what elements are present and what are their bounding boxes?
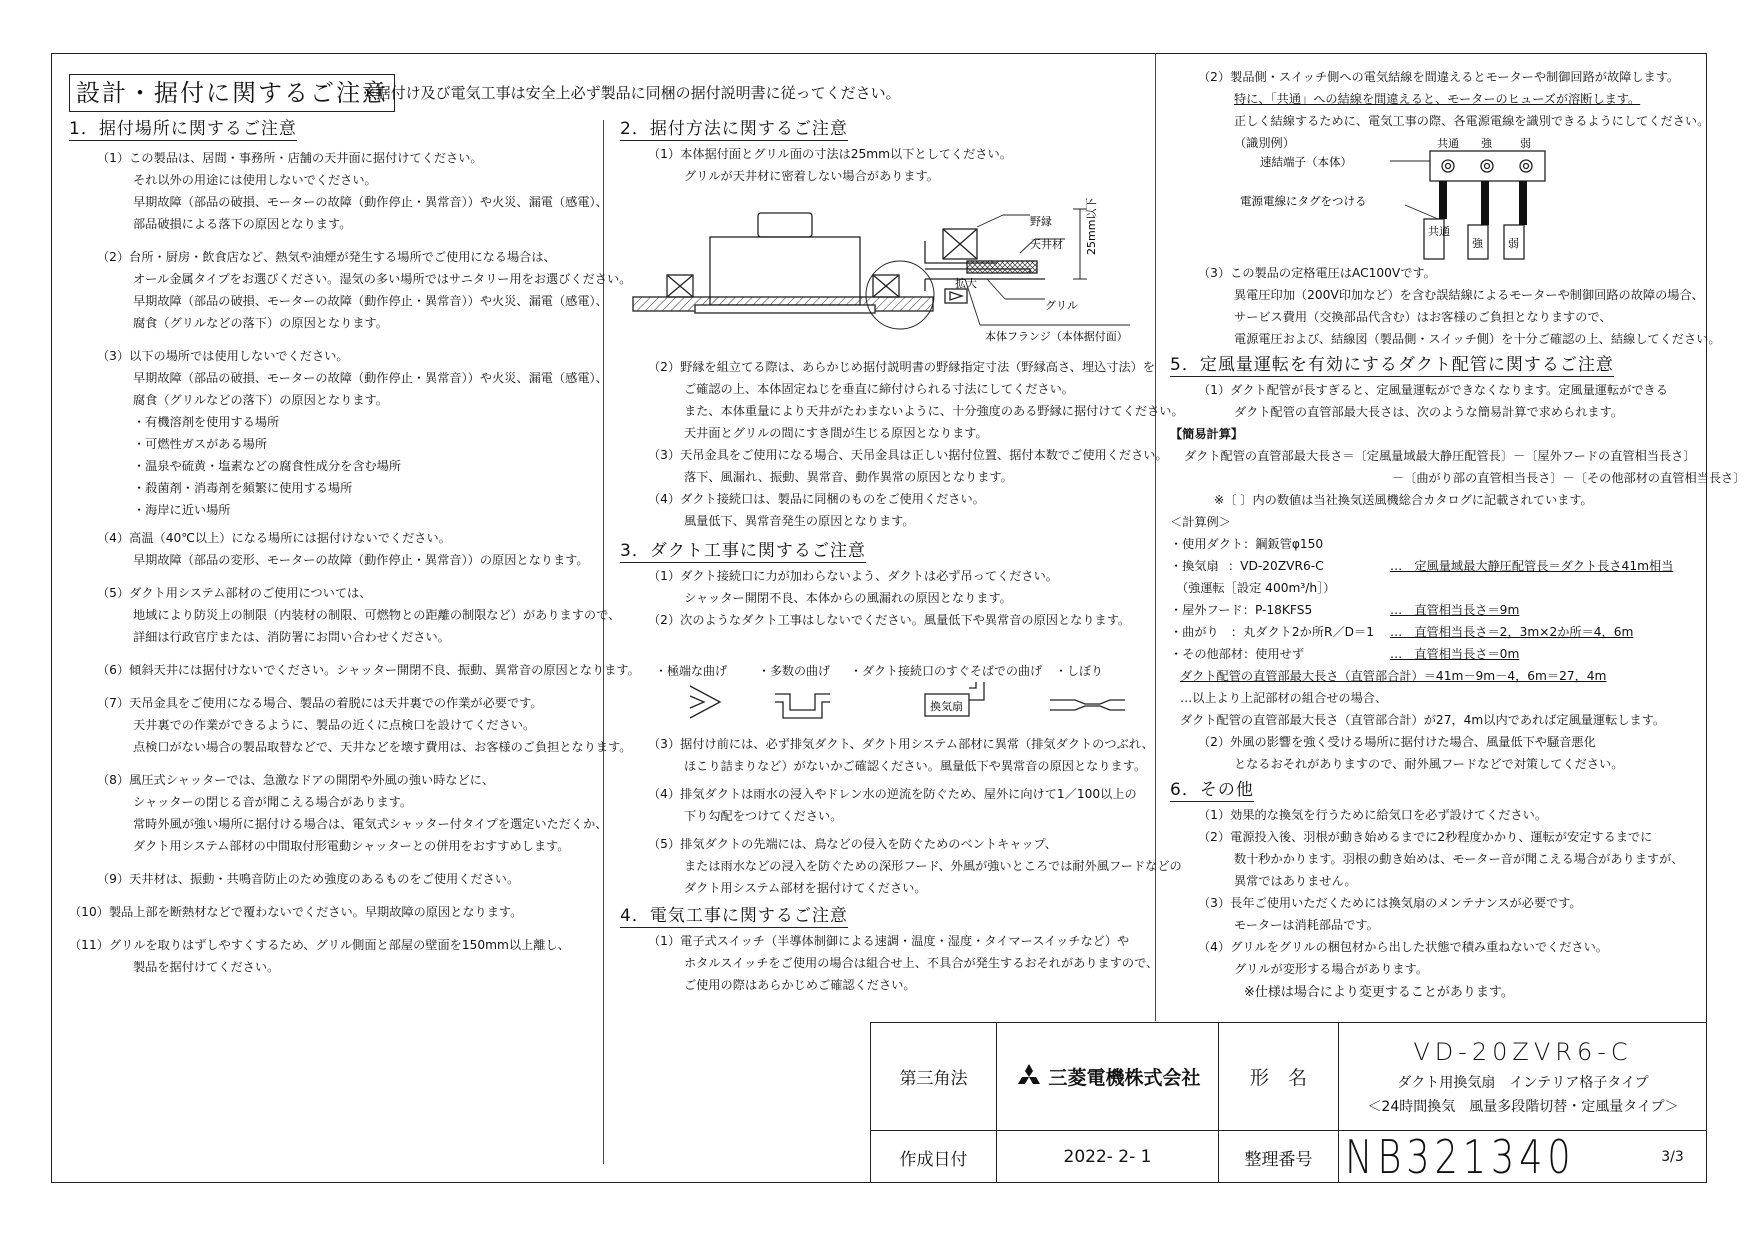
text-line: （1）ダクト配管が長すぎると、定風量運転ができなくなります。定風量運転ができる <box>1198 383 1668 397</box>
tag-label: 電源電線にタグをつける <box>1240 194 1367 208</box>
page-title: 設計・据付に関するご注意 <box>69 74 395 112</box>
text-line: （3）据付け前には、必ず排気ダクト、ダクト用システム部材に異常（排気ダクトのつぶれ、 <box>648 737 1154 751</box>
section-3-more <box>620 733 1182 996</box>
text-line: ホタルスイッチをご使用の場合は組合せ上、不具合が発生するおそれがありますので、 <box>684 956 1159 970</box>
text-line: 早期故障（部品の変形、モーターの故障（動作停止・異常音））の原因となります。 <box>133 553 589 567</box>
date-label: 作成日付 <box>899 1149 968 1170</box>
text-line: 天井面とグリルの間にすき間が生じる原因となります。 <box>684 426 988 440</box>
terminal-icon-strong <box>1481 160 1493 172</box>
text-line: （3）長年ご使用いただくためには換気扇のメンテナンスが必要です。 <box>1198 896 1582 910</box>
ex-fan-label: ・換気扇 <box>1170 559 1219 573</box>
page-number: 3/3 <box>1661 1149 1684 1165</box>
text-line: （5）ダクト用システム部材のご使用については、 <box>97 586 372 600</box>
tag-text-weak: 弱 <box>1508 237 1519 250</box>
label-tenjozai: 天井材 <box>1030 238 1063 251</box>
ex-hood-label: ・屋外フード：P-18KFS5 <box>1170 603 1313 617</box>
calc-title: 【簡易計算】 <box>1170 427 1244 441</box>
text-line: ダクト用システム部材を据付けてください。 <box>684 881 927 895</box>
text-line: （2）外風の影響を強く受ける場所に据付けた場合、風量低下や騒音悪化 <box>1198 735 1596 749</box>
creation-date: 2022- 2- 1 <box>1063 1147 1152 1167</box>
duct-connector <box>758 213 812 237</box>
text-line: 腐食（グリルなどの落下）の原因となります。 <box>133 393 388 407</box>
section-2-lines-b <box>620 356 1184 532</box>
ex-duct: ・使用ダクト：鋼鈑管φ150 <box>1170 537 1324 551</box>
document-number: NB321340 <box>1345 1130 1576 1184</box>
page-cell <box>1638 1130 1707 1183</box>
text-line: 数十秒かかります。羽根の動き始めは、モーター音が聞こえる場合がありますが、 <box>1234 852 1684 866</box>
text-line: 早期故障（部品の破損、モーターの故障（動作停止・異常音））や火災、漏電（感電）、 <box>133 371 608 385</box>
text-line: 電源電圧および、結線図（製品側・スイッチ側）を十分ご確認の上、結線してください。 <box>1234 332 1721 346</box>
label-nobuchi: 野縁 <box>1030 215 1052 228</box>
mitsubishi-logo-icon <box>1014 1064 1044 1090</box>
text-line: ・海岸に近い場所 <box>133 503 231 517</box>
spacer <box>69 923 599 934</box>
ex-fan-model: ：VD-20ZVR6-C <box>1228 559 1324 573</box>
text-line: 風量低下、異常音発生の原因となります。 <box>684 514 915 528</box>
company-name: 三菱電機株式会社 <box>1048 1067 1201 1089</box>
model-label-cell <box>1218 1022 1338 1130</box>
text-line: ・温泉や硫黄・塩素などの腐食性成分を含む場所 <box>133 459 402 473</box>
text-line: （3）天吊金具をご使用になる場合、天吊金具は正しい据付位置、据付本数でご使用ください。 <box>648 448 1168 462</box>
text-line: 点検口がない場合の製品取替などで、天井などを壊す費用は、お客様のご負担となります。 <box>133 740 632 754</box>
fan-body <box>710 237 860 305</box>
text-line: （4）グリルをグリルの梱包材から出した状態で積み重ねないでください。 <box>1198 940 1608 954</box>
text-line: （6）傾斜天井には据付けないでください。シャッター開閉不良、振動、異常音の原因となります。 <box>97 663 640 677</box>
section-6-heading: 6．その他 <box>1170 780 1254 800</box>
duct-bad-examples <box>680 680 1130 730</box>
model-label: 形 名 <box>1249 1067 1307 1089</box>
label-25mm: 25mm以下 <box>1085 197 1098 255</box>
projection-cell <box>870 1022 996 1130</box>
ex-fan-value: … 定風量域最大静圧配管長＝ダクト長さ41m相当 <box>1390 559 1674 573</box>
bad-example-label-3: ・ダクト接続口のすぐそばでの曲げ <box>850 664 1043 678</box>
model-desc-1: ダクト用換気扇 インテリア格子タイプ <box>1397 1074 1649 1091</box>
text-line: （2）次のようなダクト工事はしないでください。風量低下や異常音の原因となります。 <box>648 613 1131 627</box>
section-5-lines-a <box>1170 379 1700 423</box>
text-line: （2）電源投入後、羽根が動き始めるまでに2秒程度かかり、運転が安定するまでに <box>1198 830 1653 844</box>
text-line: 常時外風が強い場所に据付ける場合は、電気式シャッター付タイプを選定いただくか、 <box>133 817 608 831</box>
text-line: 腐食（グリルなどの落下）の原因となります。 <box>133 316 388 330</box>
text-line: （1）この製品は、居間・事務所・店舗の天井面に据付けてください。 <box>97 151 483 165</box>
text-line: 落下、風漏れ、振動、異常音、動作異常の原因となります。 <box>684 470 1013 484</box>
text-line: ダクト配管の直管部最大長さは、次のような簡易計算で求められます。 <box>1234 405 1624 419</box>
text-line: となるおそれがありますので、耐外風フードなどで対策してください。 <box>1234 757 1624 771</box>
terminal-text-common: 共通 <box>1437 137 1459 150</box>
terminal-icon-common <box>1442 160 1454 172</box>
spacer <box>69 890 599 901</box>
text-line: 異電圧印加（200V印加など）を含む誤結線によるモーターや制御回路の故障の場合、 <box>1234 288 1704 302</box>
text-line: ご確認の上、本体固定ねじを垂直に締付けられる寸法にしてください。 <box>684 382 1074 396</box>
section-2-lines-a <box>620 143 1150 187</box>
ex-bend-label: ・曲がり ：丸ダクト2か所R／D＝1 <box>1170 625 1374 639</box>
spacer <box>69 681 599 692</box>
label-flange: 本体フランジ（本体据付面） <box>985 330 1128 343</box>
text-line: （8）風圧式シャッターでは、急激なドアの開閉や外風の強い時などに、 <box>97 773 495 787</box>
bad-example-label-1: ・極端な曲げ <box>655 664 728 678</box>
label-grill: グリル <box>1045 299 1078 312</box>
ex-fan-note: （強運転［設定 400m³/h］） <box>1176 581 1336 595</box>
text-line: （4）排気ダクトは雨水の浸入やドレン水の逆流を防ぐため、屋外に向けて1／100以上の <box>648 787 1137 801</box>
text-line: （2）野縁を組立てる際は、あらかじめ据付説明書の野縁指定寸法（野縁高さ、埋込寸法）を <box>648 360 1155 374</box>
ex-result: ダクト配管の直管部最大長さ（直管部合計）＝41m－9m－4，6m＝27，4m <box>1180 669 1607 683</box>
section-3-lines-a <box>620 565 1150 631</box>
ex-conclusion-1: …以上より上記部材の組合せの場合、 <box>1180 691 1388 705</box>
text-line: グリルが変形する場合があります。 <box>1234 962 1429 976</box>
text-line: （1）本体据付面とグリル面の寸法は25mm以下としてください。 <box>648 147 1012 161</box>
spacer <box>69 571 599 582</box>
model-desc-2: ＜24時間換気 風量多段階切替・定風量タイプ＞ <box>1367 1098 1679 1115</box>
text-line: 天井裏での作業ができるように、製品の近くに点検口を設けてください。 <box>133 718 536 732</box>
text-line: （10）製品上部を断熱材などで覆わないでください。早期故障の原因となります。 <box>69 905 523 919</box>
installation-diagram <box>625 195 1145 353</box>
grill <box>695 305 875 313</box>
section-5-heading: 5．定風量運転を有効にするダクト配管に関するご注意 <box>1170 355 1614 375</box>
text-line: サービス費用（交換部品代含む）はお客様のご負担となりますので、 <box>1234 310 1612 324</box>
section-4-heading: 4．電気工事に関するご注意 <box>620 906 848 926</box>
section-4-end <box>1170 262 1746 1004</box>
bad-example-label-2: ・多数の曲げ <box>758 664 831 678</box>
docno-label: 整理番号 <box>1244 1149 1313 1170</box>
section-2 <box>620 118 1150 187</box>
text-line: ・殺菌剤・消毒剤を頻繁に使用する場所 <box>133 481 353 495</box>
date-label-cell <box>870 1130 996 1183</box>
text-line: ・有機溶剤を使用する場所 <box>133 415 280 429</box>
ex-other-value: … 直管相当長さ＝0m <box>1390 647 1520 661</box>
spacer <box>69 758 599 769</box>
text-line: （11）グリルを取りはずしやすくするため、グリル側面と部屋の壁面を150mm以上離し、 <box>69 938 570 952</box>
text-line: 製品を据付けてください。 <box>133 960 280 974</box>
docno-cell <box>1338 1130 1638 1183</box>
text-line: 正しく結線するために、電気工事の際、各電源電線を識別できるようにしてください。 <box>1234 114 1710 128</box>
tag-text-strong: 強 <box>1472 237 1483 250</box>
text-line: ・可燃性ガスがある場所 <box>133 437 268 451</box>
company-cell <box>996 1022 1218 1130</box>
spec-note: ※仕様は場合により変更することがあります。 <box>1244 985 1514 1000</box>
text-line: （2）台所・厨房・飲食店など、熱気や油煙が発生する場所でご使用になる場合は、 <box>97 250 556 264</box>
terminal-text-weak: 弱 <box>1520 137 1531 150</box>
text-line: （1）電子式スイッチ（半導体制御による速調・温度・湿度・タイマースイッチなど）や <box>648 934 1130 948</box>
text-line: 部品破損による落下の原因となります。 <box>133 217 352 231</box>
formula-2: －〔曲がり部の直管相当長さ〕－〔その他部材の直管相当長さ〕 <box>1392 471 1746 485</box>
text-line: （1）効果的な換気を行うために給気口を必ず設けてください。 <box>1198 808 1548 822</box>
text-line: （7）天吊金具をご使用になる場合、製品の着脱には天井裏での作業が必要です。 <box>97 696 543 710</box>
spacer <box>69 648 599 659</box>
section-3-lines-b <box>620 733 1182 899</box>
text-line: （4）ダクト接続口は、製品に同梱のものをご使用ください。 <box>648 492 985 506</box>
model-cell <box>1338 1022 1707 1130</box>
text-line: （1）ダクト接続口に力が加わらないよう、ダクトは必ず吊ってください。 <box>648 569 1058 583</box>
text-line: ご使用の際はあらかじめご確認ください。 <box>684 978 916 992</box>
spacer <box>69 235 599 246</box>
text-line: （2）製品側・スイッチ側への電気結線を間違えるとモーターや制御回路が故障します。 <box>1198 70 1680 84</box>
sharp-bend-icon <box>690 686 720 718</box>
ex-hood-row <box>1170 599 1700 621</box>
text-line: （9）天井材は、振動・共鳴音防止のため強度のあるものをご使用ください。 <box>97 872 520 886</box>
date-cell <box>996 1130 1218 1183</box>
ex-bend-row <box>1170 621 1700 643</box>
section-1-heading: 1．据付場所に関するご注意 <box>69 119 297 139</box>
squeeze-icon <box>1050 700 1125 710</box>
section-1 <box>69 118 640 978</box>
section-2-more <box>620 356 1184 631</box>
section-2-heading: 2．据付方法に関するご注意 <box>620 119 848 139</box>
tag-text-common: 共通 <box>1428 225 1450 238</box>
terminal-label: 速結端子（本体） <box>1260 155 1352 169</box>
text-line: モーターは消耗部品です。 <box>1234 918 1379 932</box>
text-line: （3）以下の場所では使用しないでください。 <box>97 349 349 363</box>
text-line: （3）この製品の定格電圧はAC100Vです。 <box>1198 266 1436 280</box>
text-line: ほこり詰まりなど）がないかご確認ください。風量低下や異常音の原因となります。 <box>684 759 1147 773</box>
terminal-text-strong: 強 <box>1481 137 1492 150</box>
section-4-lines-2 <box>1170 66 1700 88</box>
section-3-heading: 3．ダクト工事に関するご注意 <box>620 541 866 561</box>
text-line: 詳細は行政官庁または、消防署にお問い合わせください。 <box>133 630 450 644</box>
bad-example-label-4: ・しぼり <box>1055 664 1104 678</box>
ex-conclusion-2: ダクト配管の直管部最大長さ（直管部合計）が27，4m以内であれば定風量運転します。 <box>1180 713 1666 727</box>
text-line: または雨水などの浸入を防ぐための深形フード、外風が強いところでは耐外風フードなどの <box>684 859 1182 873</box>
docno-label-cell <box>1218 1130 1338 1183</box>
section-1-lines <box>69 147 640 978</box>
text-line: また、本体重量により天井がたわまないように、十分強度のある野縁に据付けてください。 <box>684 404 1184 418</box>
text-line: 早期故障（部品の破損、モーターの故障（動作停止・異常音））や火災、漏電（感電）、 <box>133 294 608 308</box>
text-line: （5）排気ダクトの先端には、鳥などの侵入を防ぐためのベントキャップ、 <box>648 837 1057 851</box>
fan-box-label: 換気扇 <box>930 700 963 713</box>
fuse-warning: 特に、「共通」への結線を間違えると、モーターのヒューズが溶断します。 <box>1234 92 1641 106</box>
formula-1: ダクト配管の直管部最大長さ＝〔定風量域最大静圧配管長〕－〔屋外フードの直管相当長さ〕 <box>1184 449 1696 463</box>
text-line: 早期故障（部品の破損、モーターの故障（動作停止・異常音））や火災、漏電（感電）、 <box>133 195 608 209</box>
text-line: シャッター開閉不良、本体からの風漏れの原因となります。 <box>684 591 1012 605</box>
text-line: オール金属タイプをお選びください。湿気の多い場所ではサニタリー用をお選びください。 <box>133 272 632 286</box>
spacer <box>69 334 599 345</box>
label-kakudai: 拡大 <box>955 277 977 290</box>
safety-note: ※据付け及び電気工事は安全上必ず製品に同梱の据付説明書に従ってください。 <box>363 84 901 102</box>
ex-hood-value: … 直管相当長さ＝9m <box>1390 603 1520 617</box>
text-line: （識別例） <box>1234 136 1295 150</box>
text-line: （4）高温（40℃以上）になる場所には据付けないでください。 <box>97 531 451 545</box>
section-6-lines <box>1170 804 1700 980</box>
ex-other-row <box>1170 643 1700 665</box>
text-line: それ以外の用途には使用しないでください。 <box>133 173 377 187</box>
ex-fan-row <box>1170 555 1700 577</box>
text-line: 異常ではありません。 <box>1234 874 1357 888</box>
projection-method: 第三角法 <box>899 1069 968 1089</box>
text-line: 地域により防災上の制限（内装材の制限、可燃物との距離の制限など）がありますので、 <box>133 608 621 622</box>
terminal-block <box>1430 151 1545 181</box>
text-line: ダクト用システム部材の中間取付形電動シャッターとの併用をおすすめします。 <box>133 839 570 853</box>
near-bend-icon <box>969 682 984 700</box>
section-5-lines-b <box>1170 731 1700 775</box>
section-4-lines <box>620 930 1159 996</box>
multi-bend-icon <box>775 694 830 718</box>
terminal-diagram <box>1225 135 1665 265</box>
terminal-icon-weak <box>1520 160 1532 172</box>
text-line: 下り勾配をつけてください。 <box>684 809 843 823</box>
ex-other-label: ・その他部材：使用せず <box>1170 647 1305 661</box>
ex-bend-value: … 直管相当長さ＝2，3m×2か所＝4，6m <box>1390 625 1634 639</box>
formula-note: ※〔 〕内の数値は当社換気送風機総合カタログに記載されています。 <box>1214 493 1593 507</box>
section-4-lines-4 <box>1170 262 1721 350</box>
model-number: VD-20ZVR6-C <box>1413 1037 1633 1066</box>
title-block <box>870 1022 1707 1183</box>
text-line: シャッターの閉じる音が聞こえる場合があります。 <box>133 795 413 809</box>
spacer <box>69 857 599 868</box>
text-line: グリルが天井材に密着しない場合があります。 <box>684 169 939 183</box>
example-title: ＜計算例＞ <box>1170 515 1231 529</box>
